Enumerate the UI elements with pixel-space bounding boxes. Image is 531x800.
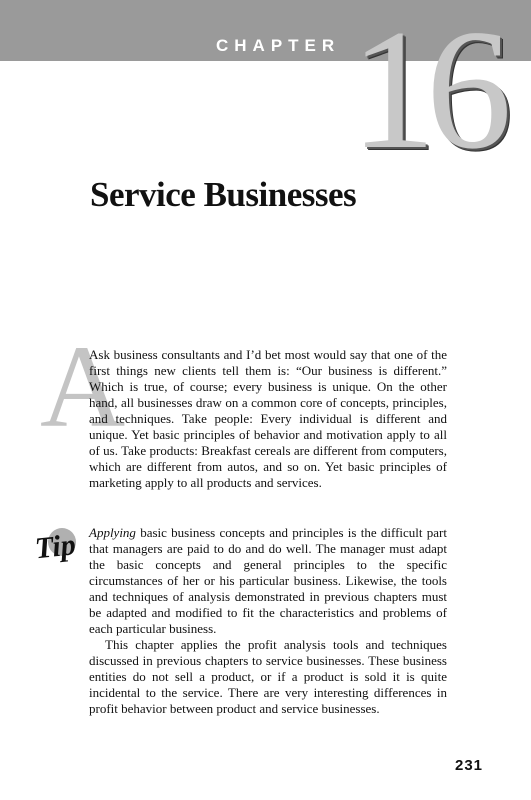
page-number: 231 [455, 757, 484, 774]
svg-text:Tip: Tip [33, 528, 78, 566]
chapter-number: 16 [350, 0, 502, 185]
chapter-title: Service Businesses [90, 175, 357, 214]
tip-paragraph-text: basic business concepts and principles is the difficult part that managers are paid to do and do well. The manager must adapt the basic concepts and general principles to the specific circumstances of her or his particular business. Likewise, the tools and techniques of analysis demonstrated in previous chapters must be adapted and modified to fit the characteristics and problems of each particular business. [89, 525, 447, 636]
drop-cap: A [40, 321, 126, 452]
tip-icon [32, 520, 88, 566]
intro-paragraph [89, 347, 447, 491]
tip-paragraph [89, 525, 447, 637]
closing-paragraph [89, 637, 447, 717]
intro-paragraph-text: Ask business consultants and I’d bet most would say that one of the first things new clients tell them is: “Our business is different.” Which is true, of course; every business is unique. On the other hand, all businesses draw on a common core of concepts, principles, and techniques. Take people: Every individual is different and unique. Yet basic principles of behavior and motivation apply to all of us. Take products: Breakfast cereals are different from computers, which are different from autos, and so on. Yet basic principles of marketing apply to all products and services. [89, 347, 447, 490]
closing-paragraph-text: This chapter applies the profit analysis tools and techniques discussed in previous chapters to service businesses. These business entities do not sell a product, or if a product is sold it is quite incidental to the service. There are very interesting differences in profit behavior between product and service businesses. [89, 637, 447, 716]
tip-lead-word: Applying [89, 525, 136, 540]
chapter-label: CHAPTER [216, 36, 341, 55]
